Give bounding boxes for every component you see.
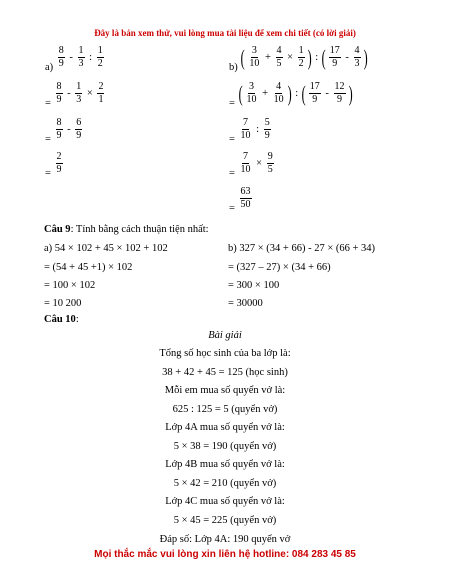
q9b-line2: = (327 – 27) × (34 + 66) (228, 262, 331, 273)
expr-a-line3 (44, 118, 83, 145)
hotline-footer: Mọi thắc mắc vui lòng xin liên hệ hotline: 084 283 45 85 (94, 549, 356, 560)
solution-line: Lớp 4C mua số quyển vở là: (165, 496, 285, 507)
fraction: $\frac{3}{10}$ (249, 45, 260, 69)
q10-title: Câu 10 (44, 314, 76, 325)
solution-line: Lớp 4A mua số quyển vở là: (165, 422, 285, 433)
fraction: $\frac{2}{1}$ (98, 81, 104, 105)
label-a: a) (45, 61, 54, 73)
operator: : (295, 88, 299, 99)
q9a-line3: = 100 × 102 (44, 280, 96, 291)
equals-sign: = (229, 167, 235, 179)
expr-b-line1: b) ( $\frac{3}{10}$ + $\frac{4}{5}$ × $\frac{1}{2}$ ) : ( $\frac{17}{9}$ - $\frac{4}{3}$ ) (229, 44, 368, 73)
q9-heading (44, 224, 209, 235)
solution-line: Đáp số: Lớp 4A: 190 quyển vở (159, 534, 291, 545)
operator: - (69, 52, 73, 63)
preview-banner: Đây là bản xem thử, vui lòng mua tài liệu để xem chi tiết (có lời giải) (94, 28, 356, 38)
fraction: $\frac{12}{9}$ (334, 81, 345, 105)
fraction: $\frac{1}{3}$ (78, 45, 84, 69)
fraction: $\frac{8}{9}$ (58, 45, 64, 69)
operator: - (67, 124, 71, 135)
fraction: $\frac{8}{9}$ (56, 117, 62, 141)
q9b-line1: b) 327 × (34 + 66) - 27 × (66 + 34) (228, 243, 376, 254)
solution-line: 5 × 38 = 190 (quyển vở) (173, 441, 277, 452)
operator: + (262, 88, 269, 99)
fraction: $\frac{9}{5}$ (267, 151, 273, 175)
fraction: $\frac{8}{9}$ (56, 81, 62, 105)
fraction: $\frac{4}{10}$ (273, 81, 284, 105)
operator: : (315, 52, 319, 63)
fraction: $\frac{63}{50}$ (240, 186, 251, 210)
fraction: $\frac{6}{9}$ (76, 117, 82, 141)
operator: + (264, 52, 271, 63)
equals-sign: = (45, 133, 51, 145)
equals-sign: = (229, 133, 235, 145)
operator: - (67, 88, 71, 99)
expr-a-line4 (44, 152, 64, 179)
operator: × (256, 158, 263, 169)
operator: : (256, 124, 260, 135)
q9-title-rest: : Tính bằng cách thuận tiện nhất: (70, 224, 209, 235)
solution-line: 5 × 42 = 210 (quyển vở) (173, 478, 277, 489)
fraction: $\frac{1}{2}$ (298, 45, 304, 69)
solution-line: 625 : 125 = 5 (quyển vở) (172, 404, 278, 415)
q9b-line3: = 300 × 100 (228, 280, 280, 291)
solution-line: 5 × 45 = 225 (quyển vở) (173, 515, 277, 526)
equals-sign: = (229, 97, 235, 109)
equals-sign: = (229, 202, 235, 214)
expr-a-line2 (44, 82, 105, 109)
fraction: $\frac{7}{10}$ (240, 151, 251, 175)
label-b: b) (229, 61, 238, 73)
fraction: $\frac{1}{2}$ (97, 45, 103, 69)
operator: - (345, 52, 349, 63)
fraction: $\frac{4}{3}$ (354, 45, 360, 69)
operator: : (89, 52, 93, 63)
q9-title: Câu 9 (44, 224, 71, 235)
operator: × (86, 88, 93, 99)
fraction: $\frac{4}{5}$ (276, 45, 282, 69)
fraction: $\frac{7}{10}$ (240, 117, 251, 141)
expr-b-line3 (228, 118, 272, 145)
solution-line: 38 + 42 + 45 = 125 (học sinh) (162, 367, 288, 378)
q10-title-rest: : (75, 314, 79, 325)
q9a-line4: = 10 200 (44, 298, 82, 309)
equals-sign: = (45, 97, 51, 109)
fraction: $\frac{3}{10}$ (246, 81, 257, 105)
solution-line: Tổng số học sinh của ba lớp là: (159, 348, 291, 359)
expr-a-line1 (44, 46, 105, 73)
operator: × (287, 52, 294, 63)
solution-line: Lớp 4B mua số quyển vở là: (165, 459, 285, 470)
fraction: $\frac{1}{3}$ (76, 81, 82, 105)
q9a-line2: = (54 + 45 +1) × 102 (44, 262, 133, 273)
expr-b-line5 (228, 187, 253, 214)
solution-heading: Bài giải (208, 330, 242, 341)
equals-sign: = (45, 167, 51, 179)
fraction: $\frac{2}{9}$ (56, 151, 62, 175)
fraction: $\frac{17}{9}$ (329, 45, 340, 69)
expr-b-line4 (228, 152, 275, 179)
fraction: $\frac{5}{9}$ (264, 117, 270, 141)
fraction: $\frac{17}{9}$ (309, 81, 320, 105)
operator: - (325, 88, 329, 99)
q9a-line1: a) 54 × 102 + 45 × 102 + 102 (44, 243, 168, 254)
expr-b-line2: = ( $\frac{3}{10}$ + $\frac{4}{10}$ ) : ( $\frac{17}{9}$ - $\frac{12}{9}$ ) (229, 80, 353, 109)
solution-line: Mỗi em mua số quyển vở là: (164, 385, 286, 396)
q9b-line4: = 30000 (228, 298, 263, 309)
q10-heading (44, 314, 79, 325)
